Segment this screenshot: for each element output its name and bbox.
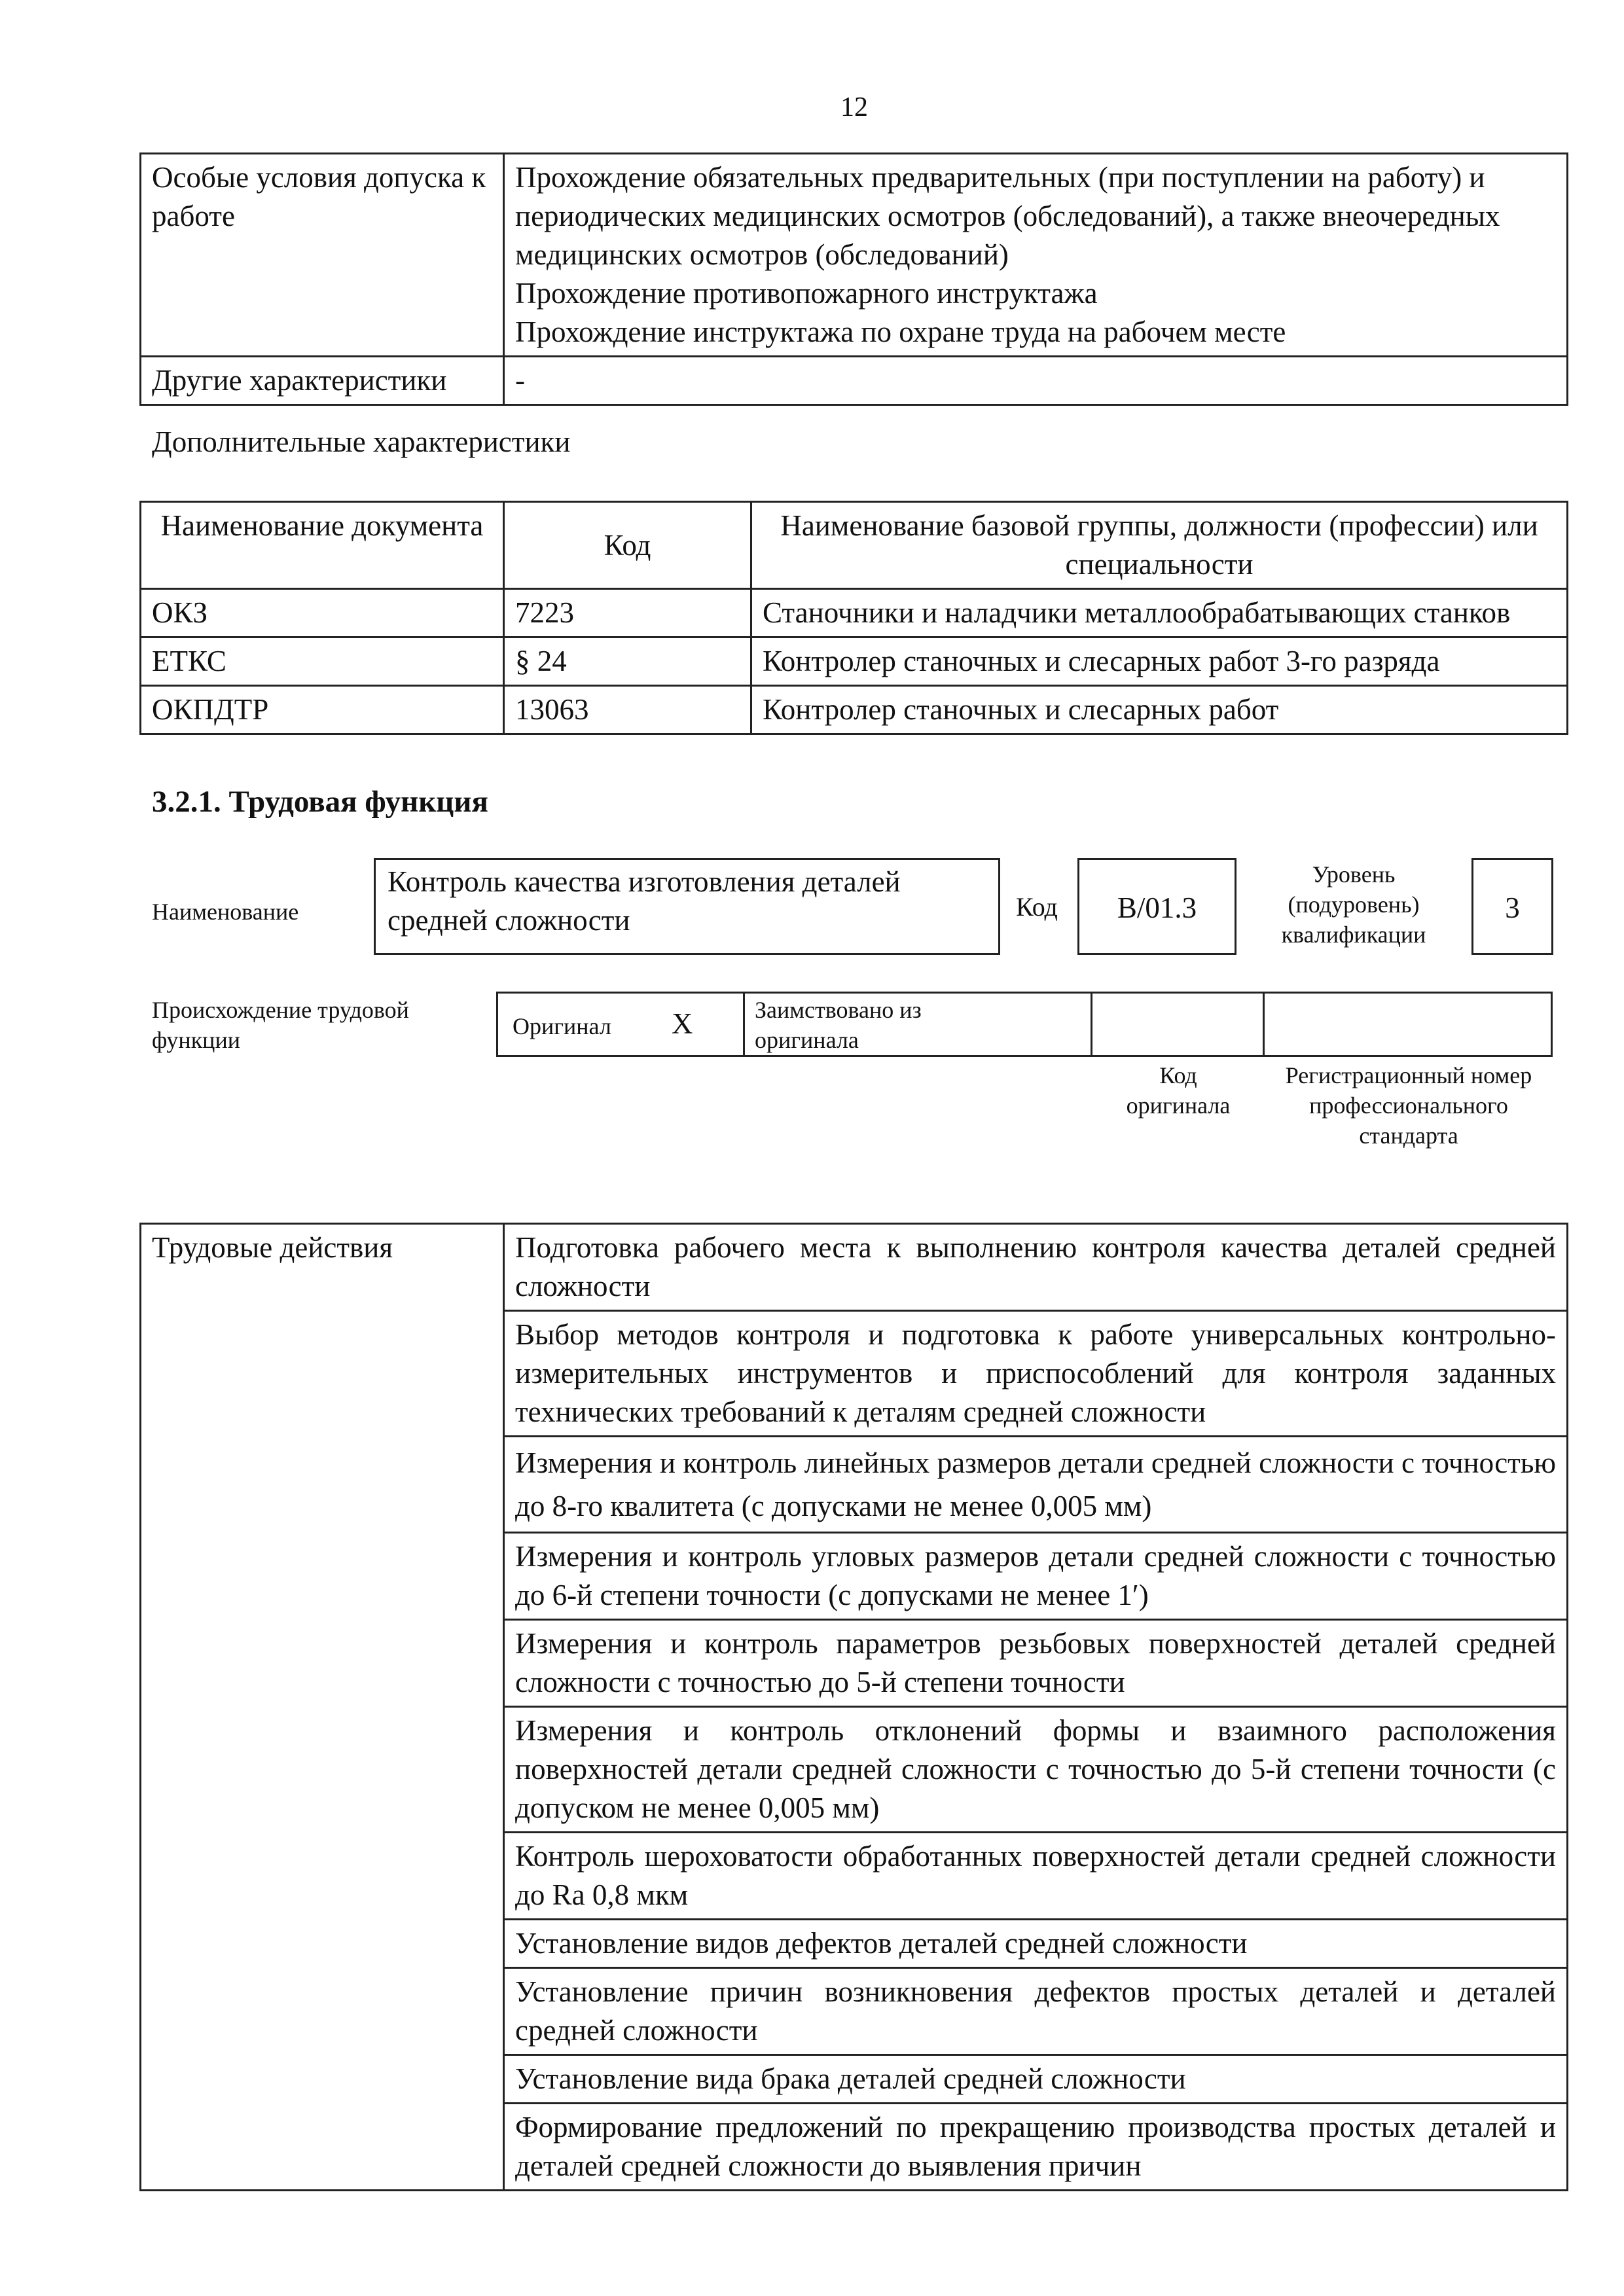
function-code-label: Код <box>1016 892 1058 922</box>
table-cell: ЕТКС <box>141 637 504 686</box>
table-row <box>141 637 1568 686</box>
conditions-label: Особые условия допуска к работе <box>141 154 504 357</box>
actions-table <box>139 1223 1568 2191</box>
action-item: Формирование предложений по прекращению производства простых деталей и деталей средней сложности до выявления причин <box>504 2104 1568 2191</box>
conditions-table <box>139 152 1568 406</box>
borrowed-label: Заимствовано из оригинала <box>755 997 922 1053</box>
origin-label: Происхождение трудовой функции <box>152 997 409 1053</box>
additional-heading: Дополнительные характеристики <box>152 425 571 458</box>
conditions-value <box>504 154 1568 357</box>
origin-divider <box>1091 994 1092 1057</box>
table-row <box>141 1224 1568 1311</box>
table-cell: ОКЗ <box>141 589 504 637</box>
table-row <box>141 357 1568 405</box>
table-row <box>141 154 1568 357</box>
table-cell: Станочники и наладчики металлообрабатывающих станков <box>751 589 1568 637</box>
other-value: - <box>504 357 1568 405</box>
conditions-line: Прохождение обязательных предварительных (при поступлении на работу) и периодических медицинских осмотров (обследований), а также внеочередных медицинских осмотров (обследований) <box>515 161 1500 271</box>
table-header-row <box>141 502 1568 589</box>
action-item: Измерения и контроль линейных размеров детали средней сложности с точностью до 8-го квалитета (с допусками не менее 0,005 мм) <box>504 1437 1568 1533</box>
action-item: Выбор методов контроля и подготовка к работе универсальных контрольно-измерительных инструментов и приспособлений для контроля заданных технических требований к деталям средней сложности <box>504 1311 1568 1437</box>
action-item: Подготовка рабочего места к выполнению контроля качества деталей средней сложности <box>504 1224 1568 1311</box>
original-label: Оригинал <box>513 1013 611 1039</box>
level-label: Уровень (подуровень) квалификации <box>1281 861 1426 948</box>
action-item: Измерения и контроль параметров резьбовых поверхностей деталей средней сложности с точностью до 5-й степени точности <box>504 1620 1568 1707</box>
original-code-caption: Код оригинала <box>1126 1062 1231 1119</box>
table-cell: ОКПДТР <box>141 686 504 734</box>
table-cell: Контролер станочных и слесарных работ <box>751 686 1568 734</box>
table-row <box>141 589 1568 637</box>
reg-number-caption: Регистрационный номер профессионального стандарта <box>1285 1062 1532 1149</box>
action-item: Измерения и контроль отклонений формы и взаимного расположения поверхностей детали средней сложности с точностью до 5-й степени точности (с допуском не менее 0,005 мм) <box>504 1707 1568 1833</box>
function-heading: 3.2.1. Трудовая функция <box>152 785 488 819</box>
table-cell: § 24 <box>504 637 751 686</box>
function-code-box <box>1077 858 1236 955</box>
function-name-box <box>374 858 1000 955</box>
column-header: Наименование документа <box>141 502 504 589</box>
level-box <box>1471 858 1553 955</box>
column-header: Наименование базовой группы, должности (профессии) или специальности <box>751 502 1568 589</box>
action-item: Контроль шероховатости обработанных поверхностей детали средней сложности до Ra 0,8 мкм <box>504 1833 1568 1920</box>
origin-code-cell <box>1263 994 1265 1057</box>
table-row <box>141 686 1568 734</box>
origin-divider <box>743 994 745 1057</box>
actions-label: Трудовые действия <box>141 1224 504 2191</box>
table-cell: Контролер станочных и слесарных работ 3-го разряда <box>751 637 1568 686</box>
other-label: Другие характеристики <box>141 357 504 405</box>
origin-table <box>496 992 1553 1057</box>
function-name-label: Наименование <box>152 899 299 925</box>
function-name-value: Контроль качества изготовления деталей средней сложности <box>388 865 901 937</box>
action-item: Установление вида брака деталей средней сложности <box>504 2055 1568 2104</box>
table-cell: 7223 <box>504 589 751 637</box>
column-header: Код <box>504 502 751 589</box>
page-number: 12 <box>840 92 868 122</box>
conditions-line: Прохождение противопожарного инструктажа <box>515 277 1098 310</box>
action-item: Установление причин возникновения дефектов простых деталей и деталей средней сложности <box>504 1968 1568 2055</box>
action-item: Установление видов дефектов деталей средней сложности <box>504 1920 1568 1968</box>
original-mark: X <box>672 1007 693 1040</box>
conditions-line: Прохождение инструктажа по охране труда на рабочем месте <box>515 315 1286 348</box>
action-item: Измерения и контроль угловых размеров детали средней сложности с точностью до 6-й степени точности (с допусками не менее 1′) <box>504 1533 1568 1620</box>
level-value: 3 <box>1505 891 1520 924</box>
function-code-value: В/01.3 <box>1117 891 1197 924</box>
table-cell: 13063 <box>504 686 751 734</box>
additional-table <box>139 501 1568 735</box>
